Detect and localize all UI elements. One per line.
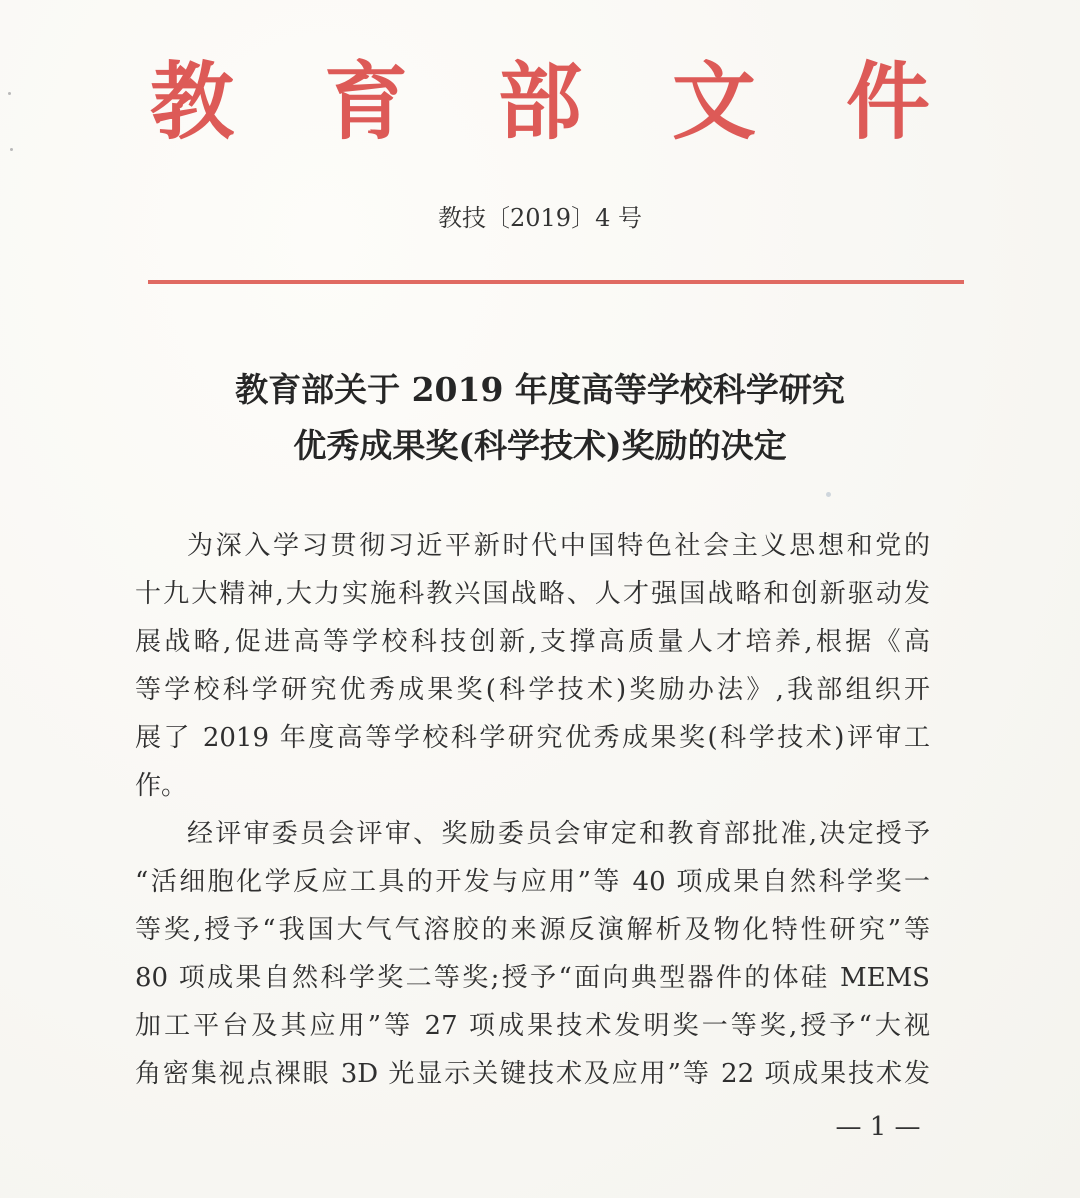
body-line: 80 项成果自然科学奖二等奖;授予“面向典型器件的体硅 MEMS — [135, 963, 930, 993]
masthead-char: 部 — [497, 52, 582, 151]
page-number: — 1 — — [835, 1112, 921, 1142]
masthead — [150, 52, 930, 152]
document-title-line-1: 教育部关于 2019 年度高等学校科学研究 — [235, 370, 845, 409]
red-divider-rule — [148, 280, 964, 284]
masthead-char: 件 — [845, 52, 930, 151]
body-line: 展战略,促进高等学校科技创新,支撑高质量人才培养,根据《高 — [135, 627, 930, 657]
scan-speck — [10, 148, 13, 151]
body-line: 等奖,授予“我国大气气溶胶的来源反演解析及物化特性研究”等 — [135, 915, 930, 945]
body-line: 作。 — [135, 771, 188, 801]
masthead-char: 育 — [323, 52, 408, 151]
body-line: 等学校科学研究优秀成果奖(科学技术)奖励办法》,我部组织开 — [135, 675, 930, 705]
masthead-char: 教 — [150, 52, 235, 151]
body-line: 为深入学习贯彻习近平新时代中国特色社会主义思想和党的 — [187, 531, 930, 561]
body-line: 经评审委员会评审、奖励委员会审定和教育部批准,决定授予 — [187, 819, 930, 849]
body-line: 十九大精神,大力实施科教兴国战略、人才强国战略和创新驱动发 — [135, 579, 930, 609]
body-line: 加工平台及其应用”等 27 项成果技术发明奖一等奖,授予“大视 — [135, 1011, 930, 1041]
masthead-char: 文 — [671, 52, 756, 151]
body-line: 角密集视点裸眼 3D 光显示关键技术及应用”等 22 项成果技术发 — [135, 1059, 930, 1089]
scan-speck — [826, 492, 831, 497]
scan-speck — [8, 92, 11, 95]
body-line: 展了 2019 年度高等学校科学研究优秀成果奖(科学技术)评审工 — [135, 723, 930, 753]
body-line: “活细胞化学反应工具的开发与应用”等 40 项成果自然科学奖一 — [135, 867, 930, 897]
document-title-line-2: 优秀成果奖(科学技术)奖励的决定 — [293, 426, 787, 465]
document-number: 教技〔2019〕4 号 — [438, 204, 642, 232]
